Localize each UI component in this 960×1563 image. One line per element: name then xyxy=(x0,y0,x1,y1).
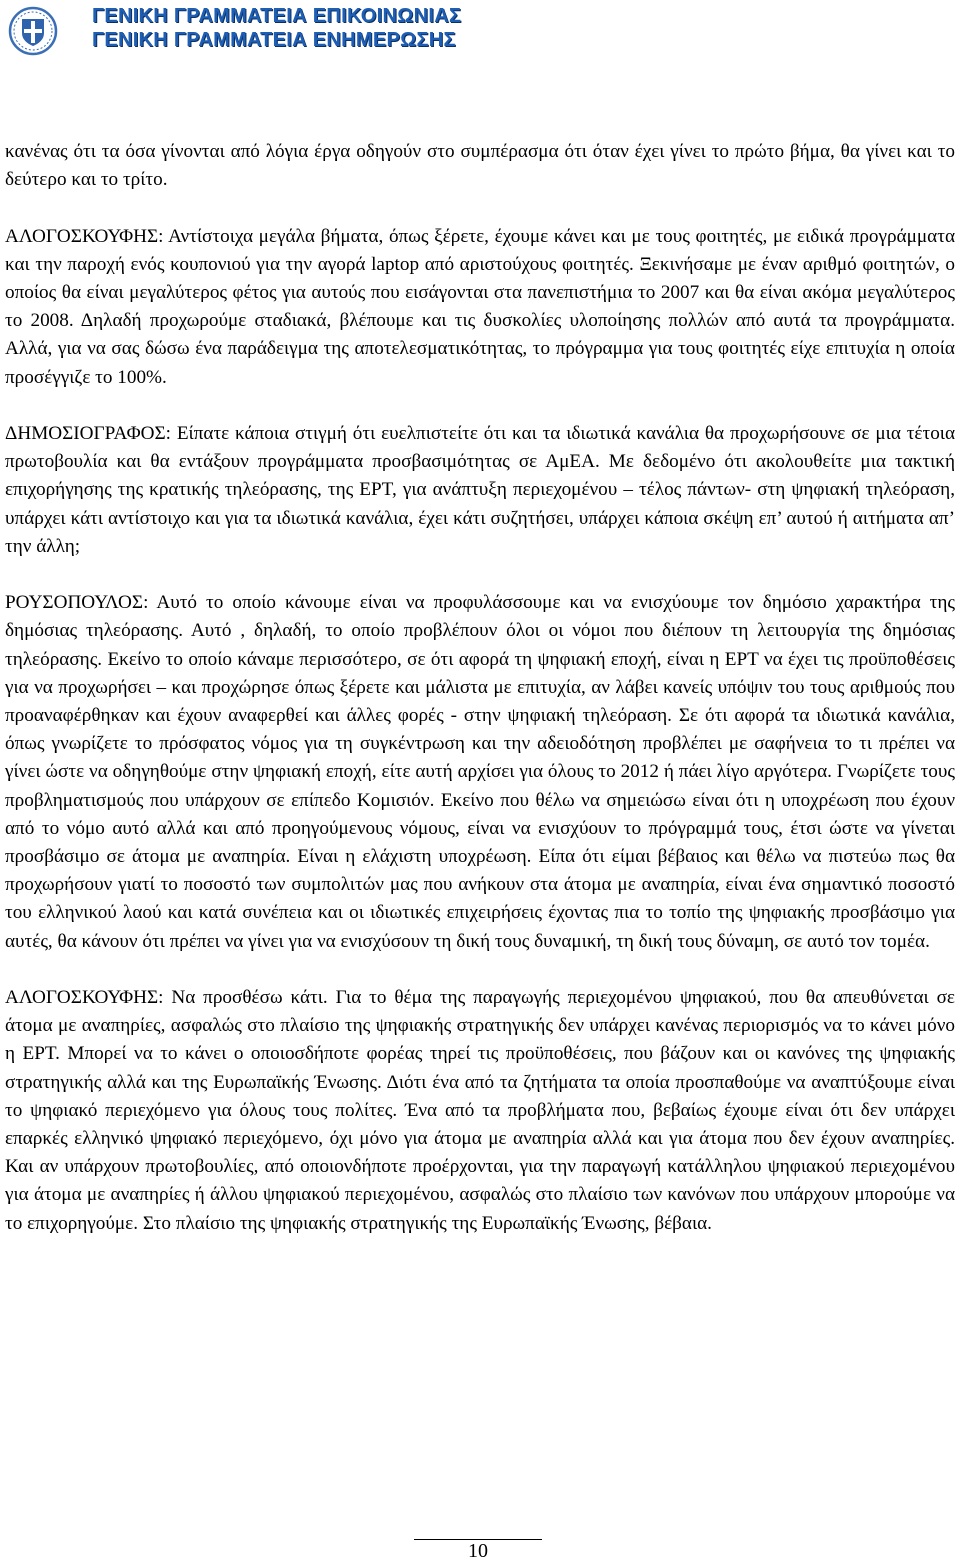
page-header xyxy=(8,4,708,56)
paragraph-continuation: κανένας ότι τα όσα γίνονται από λόγια έργα οδηγούν στο συμπέρασμα ότι όταν έχει γίνει το πρώτο βήμα, θα γίνει και το δεύτερο και το τρίτο. xyxy=(5,141,955,191)
header-line-communication: ΓΕΝΙΚΗ ΓΡΑΜΜΑΤΕΙΑ ΕΠΙΚΟΙΝΩΝΙΑΣ xyxy=(92,5,462,27)
document-body xyxy=(5,138,955,1266)
greek-coat-of-arms-icon xyxy=(8,6,58,56)
paragraph-alogoskoufis-2: ΑΛΟΓΟΣΚΟΥΦΗΣ: Να προσθέσω κάτι. Για το θέμα της παραγωγής περιεχομένου ψηφιακού, που θα απευθύνεται σε άτομα με αναπηρίες, ασφαλώς στο πλαίσιο της ψηφιακής στρατηγικής δεν υπάρχει κανένας περιορισμός να το κάνει μόνο η ΕΡΤ. Μπορεί να το κάνει ο οποιοσδήποτε φορέας τηρεί τις προϋποθέσεις, που βάζουν και οι κανόνες της ψηφιακής στρατηγικής αλλά και της Ευρωπαϊκής Ένωσης. Διότι ένα από τα ζητήματα τα οποία προσπαθούμε να αναπτύξουμε είναι το ψηφιακό περιεχόμενο για όλους τους πολίτες. Ένα από τα προβλήματα που, βεβαίως έχουμε είναι ότι δεν υπάρχει επαρκές ελληνικό ψηφιακό περιεχόμενο, όχι μόνο για άτομα με αναπηρία αλλά και για άτομα που δεν έχουν αναπηρίες. Και αν υπάρχουν πρωτοβουλίες, από οποιονδήποτε προέρχονται, για την παραγωγή κατάλληλου ψηφιακού περιεχομένου για άτομα με αναπηρίες ή άλλου ψηφιακού περιεχομένου, ασφαλώς στο πλαίσιο των κανόνων που υπάρχουν μπορούμε να το επιχορηγούμε. Στο πλαίσιο της ψηφιακής στρατηγικής της Ευρωπαϊκής Ένωσης, βέβαια. xyxy=(5,987,955,1234)
page-number: 10 xyxy=(468,1540,488,1562)
header-line-information: ΓΕΝΙΚΗ ΓΡΑΜΜΑΤΕΙΑ ΕΝΗΜΕΡΩΣΗΣ xyxy=(92,29,456,51)
paragraph-alogoskoufis-1: ΑΛΟΓΟΣΚΟΥΦΗΣ: Αντίστοιχα μεγάλα βήματα, όπως ξέρετε, έχουμε κάνει και με τους φοιτητές, με ειδικά προγράμματα και την παροχή ενός κουπονιού για την αγορά laptop από αριστούχους φοιτητές. Ξεκινήσαμε με έναν αριθμό φοιτητών, ο οποίος θα είναι μεγαλύτερος φέτος για αυτούς που εισάγονται στα πανεπιστήμια το 2007 και θα είναι ακόμα μεγαλύτερος το 2008. Δηλαδή προχωρούμε σταδιακά, βλέπουμε και τις δυσκολίες υλοποίησης πολλών από αυτά τα προγράμματα. Αλλά, για να σας δώσω ένα παράδειγμα της αποτελεσματικότητας, το πρόγραμμα για τους φοιτητές είχε επιτυχία η οποία προσέγγιζε το 100%. xyxy=(5,225,955,388)
paragraph-rousopoulos: ΡΟΥΣΟΠΟΥΛΟΣ: Αυτό το οποίο κάνουμε είναι να προφυλάσσουμε και να ενισχύουμε τον δημόσιο χαρακτήρα της δημόσιας τηλεόρασης. Αυτό , δηλαδή, το οποίο προβλέπουν όλοι οι νόμοι που διέπουν τη λειτουργία της δημόσιας τηλεόρασης. Εκείνο το οποίο κάναμε περισσότερο, σε ότι αφορά τη ψηφιακή εποχή, είναι η ΕΡΤ να έχει τις προϋποθέσεις για να προχωρήσει – και προχώρησε όπως ξέρετε και μάλιστα με επιτυχία, αν λάβει κανείς υπόψιν του τους αριθμούς που προαναφέρθηκαν και έχουν αναφερθεί και άλλες φορές - στην ψηφιακή τηλεόραση. Σε ότι αφορά τα ιδιωτικά κανάλια, όπως γνωρίζετε το πρόσφατος νόμος για τη συγκέντρωση και την αδειοδότηση προβλέπει με σαφήνεια το τι πρέπει να γίνει ώστε να οδηγηθούμε στην ψηφιακή εποχή, είτε αυτή αρχίσει για όλους το 2012 ή πάει λίγο αργότερα. Γνωρίζετε τους προβληματισμούς που υπάρχουν σε επίπεδο Κομισιόν. Εκείνο που θέλω να σημειώσω είναι ότι η υποχρέωση που έχουν από το νόμο αυτό αλλά και από προηγούμενους νόμους, είναι να ενισχύουν το πρόγραμμά τους, έτσι ώστε να γίνεται προσβάσιμο σε άτομα με αναπηρία. Είναι η ελάχιστη υποχρέωση. Είπα ότι είμαι βέβαιος και θέλω να πιστεύω πως θα προχωρήσουν γιατί το ποσοστό των συμπολιτών μας που ανήκουν στα άτομα με αναπηρία, είναι ένα σημαντικό ποσοστό του ελληνικού λαού και κατά συνέπεια και οι ιδιωτικές επιχειρήσεις έχοντας πια το τοπίο της ψηφιακής προσβάσιμο για αυτές, θα κάνουν ότι πρέπει να γίνει για να ενισχύσουν τη δική τους δυναμική, τη δική τους δύναμη, σε αυτό τον τομέα. xyxy=(5,592,955,952)
paragraph-journalist: ΔΗΜΟΣΙΟΓΡΑΦΟΣ: Είπατε κάποια στιγμή ότι ευελπιστείτε ότι και τα ιδιωτικά κανάλια θα προχωρήσουνε σε μια τέτοια πρωτοβουλία και θα εντάξουν προγράμματα προσβασιμότητας σε ΑμΕΑ. Με δεδομένο ότι ακολουθείτε μια τακτική επιχορήγησης της κρατικής τηλεόρασης, της ΕΡΤ, για ανάπτυξη περιεχομένου – τέλος πάντων- στη ψηφιακή τηλεόραση, υπάρχει κάτι αντίστοιχο και για τα ιδιωτικά κανάλια, έχει κάτι συζητήσει, υπάρχει κάποια σκέψη επ’ αυτού ή αιτήματα απ’ την άλλη; xyxy=(5,423,955,557)
